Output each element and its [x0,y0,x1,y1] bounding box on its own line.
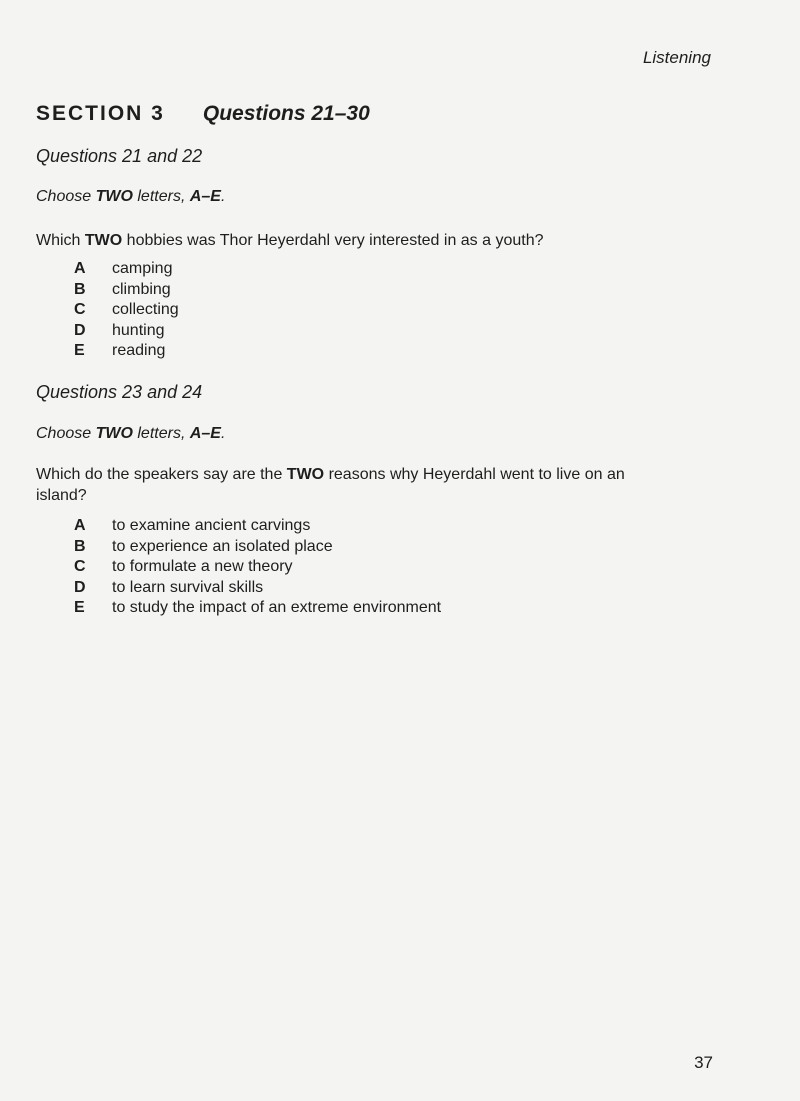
question-group-23-24 [36,382,740,403]
option-letter: D [74,578,86,596]
question-group-21-22 [36,146,740,167]
group-title: Questions 21 and 22 [36,146,203,166]
option-text: to examine ancient carvings [112,517,311,534]
instruction-emphasis: TWO [95,425,133,442]
question-text: Which [36,232,85,249]
option-text: to study the impact of an extreme environment [112,599,442,616]
option-item [36,341,740,362]
option-text: hunting [112,321,165,339]
question-23-24-stem [36,464,740,506]
option-text: camping [112,260,173,277]
option-list [36,259,740,362]
instruction-text: Choose [36,425,96,442]
option-letter: A [74,260,86,277]
instruction-text: Choose [36,188,96,205]
question-21-22-stem [36,230,740,251]
option-item [36,259,740,280]
running-header: Listening [642,48,711,67]
option-letter: D [74,321,86,339]
option-text: to formulate a new theory [112,558,293,575]
option-letter: B [74,537,86,555]
question-emphasis: TWO [286,466,325,483]
option-item [36,557,740,578]
group-title: Questions 23 and 24 [36,382,203,402]
instruction-text: . [220,425,226,442]
page-number: 37 [694,1053,713,1072]
option-letter: E [74,599,85,616]
instruction-range: A–E [189,188,221,205]
instruction-21-22 [36,188,740,206]
option-item [36,516,740,537]
option-list [36,516,740,619]
instruction-range: A–E [189,425,221,442]
section-label: SECTION 3 [36,102,165,125]
options-21-22 [36,259,740,362]
option-text: collecting [112,301,179,318]
option-letter: C [74,301,86,318]
option-letter: A [74,517,86,534]
question-text: hobbies was Thor Heyerdahl very interested in as a youth? [122,232,544,249]
section-heading [36,102,370,126]
option-letter: C [74,558,86,575]
question-text: reasons why Heyerdahl went to live on an island? [36,466,625,504]
instruction-text: letters, [132,425,190,442]
option-item [36,321,740,342]
instruction-23-24 [36,425,740,443]
option-text: reading [112,342,166,359]
options-23-24 [36,516,740,619]
section-question-range: Questions 21–30 [202,102,370,125]
option-item [36,537,740,558]
option-letter: E [74,342,85,359]
option-letter: B [74,280,86,298]
option-item [36,578,740,599]
instruction-emphasis: TWO [95,188,133,205]
option-text: to learn survival skills [112,578,264,596]
option-item [36,280,740,301]
option-text: climbing [112,280,171,298]
question-text: Which do the speakers say are the [36,466,287,483]
option-text: to experience an isolated place [112,537,333,555]
instruction-text: . [220,188,226,205]
option-item [36,300,740,321]
instruction-text: letters, [132,188,190,205]
option-item [36,598,740,619]
question-emphasis: TWO [84,232,123,249]
